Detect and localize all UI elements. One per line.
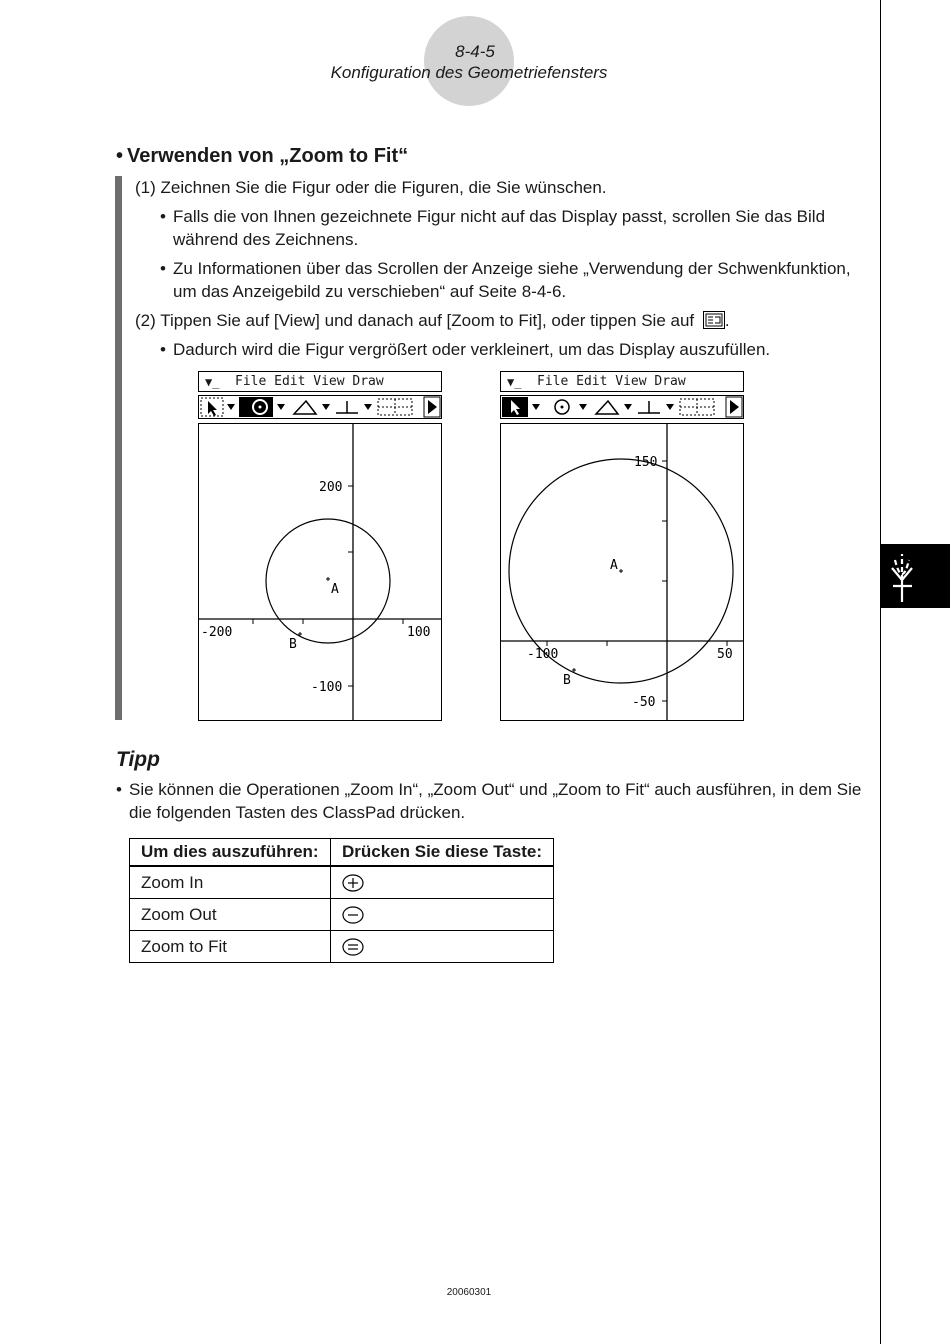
equals-key-icon <box>342 938 364 956</box>
step-1: (1) Zeichnen Sie die Figur oder die Figuren, die Sie wünschen. <box>135 178 607 197</box>
bullet-dot: • <box>160 340 166 359</box>
margin-rule <box>880 0 881 1344</box>
bullet-dot: • <box>160 207 166 226</box>
step-2-text: (2) Tippen Sie auf [View] und danach auf [Zoom to Fit], oder tippen Sie auf <box>135 311 695 330</box>
menu-bar <box>198 371 442 392</box>
section-heading <box>116 145 408 168</box>
table-row <box>130 931 554 963</box>
bullet-item <box>160 338 770 361</box>
tip-heading: Tipp <box>116 748 160 771</box>
footer-code: 20060301 <box>446 1287 492 1298</box>
plus-key-icon <box>342 874 364 892</box>
bullet-dot: • <box>160 259 166 278</box>
geometry-chapter-icon <box>881 544 950 608</box>
row-key <box>331 899 554 931</box>
x-left-label: -100 <box>527 647 559 662</box>
heading-bullet: • <box>116 145 124 167</box>
row-key <box>331 866 554 899</box>
x-left-label: -200 <box>201 625 233 640</box>
row-action: Zoom to Fit <box>130 931 331 963</box>
circle-tool-icon[interactable] <box>239 397 273 417</box>
point-a-label: A <box>610 558 618 573</box>
bullet-item <box>160 257 865 303</box>
bullet-item <box>160 205 865 251</box>
section-sidebar <box>115 176 122 720</box>
section-heading-text: Verwenden von „Zoom to Fit“ <box>127 145 409 167</box>
point-a-marker[interactable] <box>326 577 330 581</box>
menu-items[interactable]: File Edit View Draw <box>537 374 686 389</box>
minus-key-icon <box>342 906 364 924</box>
table-row <box>130 866 554 899</box>
tip-text: Sie können die Operationen „Zoom In“, „Zoom Out“ und „Zoom to Fit“ auch ausführen, in dem Sie die folgenden Tasten des ClassPad drücken. <box>129 780 862 822</box>
zoom-to-fit-icon <box>703 311 725 329</box>
point-a-marker[interactable] <box>619 569 623 573</box>
screen-before-zoom <box>198 371 442 721</box>
y-bottom-label: -100 <box>311 680 343 695</box>
axis-ticks <box>253 486 403 686</box>
y-top-label: 150 <box>634 455 658 470</box>
axis-ticks <box>547 461 727 701</box>
bullet-text: Zu Informationen über das Scrollen der Anzeige siehe „Verwendung der Schwenkfunktion, um das Anzeigebild zu verschieben“ auf Seite 8-4-6. <box>173 259 851 301</box>
graph-screen[interactable] <box>500 423 744 721</box>
bullet-text: Dadurch wird die Figur vergrößert oder verkleinert, um das Display auszufüllen. <box>173 340 771 359</box>
geometry-toolbar <box>198 395 442 419</box>
chapter-tab <box>881 544 950 608</box>
geometry-toolbar <box>500 395 744 419</box>
bullet-text: Falls die von Ihnen gezeichnete Figur nicht auf das Display passt, scrollen Sie das Bild während des Zeichnens. <box>173 207 826 249</box>
row-action: Zoom In <box>130 866 331 899</box>
point-b-label: B <box>289 637 297 652</box>
step-2 <box>135 309 730 332</box>
row-key <box>331 931 554 963</box>
table-row <box>130 899 554 931</box>
point-b-label: B <box>563 673 571 688</box>
select-tool-icon[interactable] <box>502 397 528 417</box>
key-table <box>129 838 554 963</box>
point-a-label: A <box>331 582 339 597</box>
menu-chevron-icon[interactable]: ▼̲ <box>205 375 220 389</box>
x-right-label: 50 <box>717 647 733 662</box>
bullet-dot: • <box>116 780 122 799</box>
header-action: Um dies auszuführen: <box>130 839 331 867</box>
page-number: 8-4-5 <box>455 42 495 61</box>
y-top-label: 200 <box>319 480 343 495</box>
step-2-end: . <box>724 311 730 330</box>
header-key: Drücken Sie diese Taste: <box>331 839 554 867</box>
row-action: Zoom Out <box>130 899 331 931</box>
table-header-row <box>130 839 554 867</box>
menu-bar <box>500 371 744 392</box>
tip-bullet <box>116 778 866 824</box>
graph-screen[interactable] <box>198 423 442 721</box>
page-title: Konfiguration des Geometriefensters <box>330 63 608 82</box>
x-right-label: 100 <box>407 625 431 640</box>
menu-items[interactable]: File Edit View Draw <box>235 374 384 389</box>
menu-chevron-icon[interactable]: ▼̲ <box>507 375 522 389</box>
screen-after-zoom <box>500 371 744 721</box>
y-bottom-label: -50 <box>632 695 656 710</box>
